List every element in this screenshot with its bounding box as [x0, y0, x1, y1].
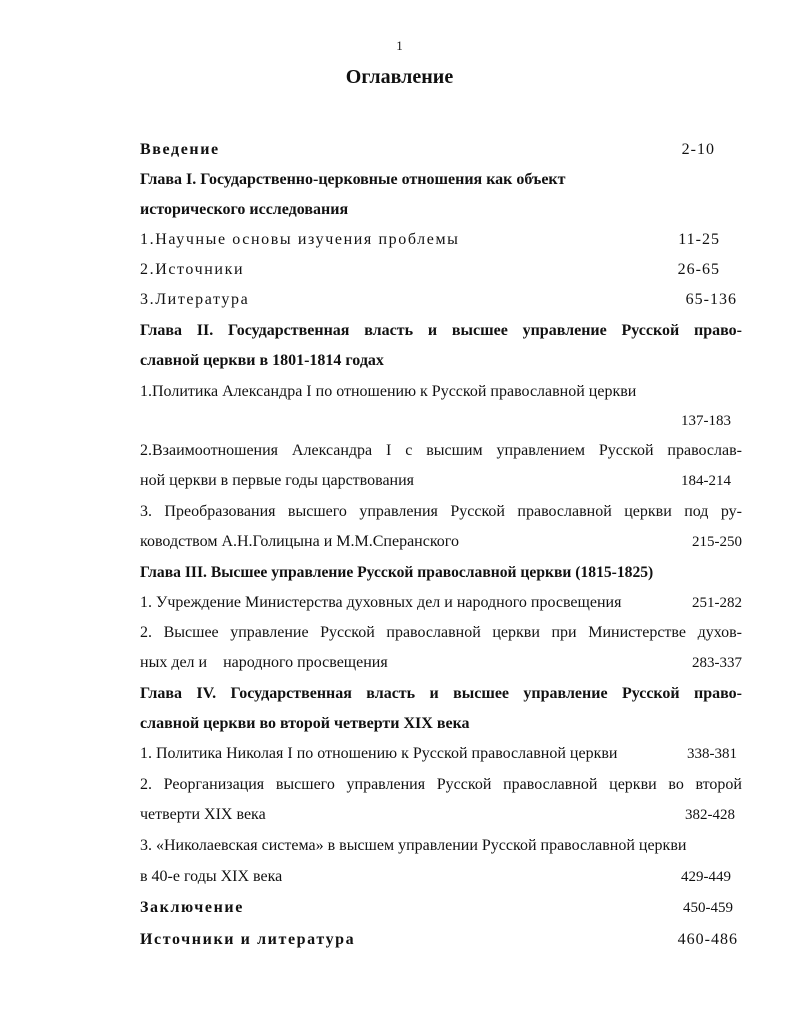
toc-label-cont: ных дел и народного просвещения [140, 654, 388, 671]
chapter-heading: Глава I. Государственно-церковные отношения как объект [140, 171, 566, 188]
page-title: Оглавление [345, 66, 454, 88]
toc-label: Заключение [140, 899, 244, 916]
toc-pages: 450-459 [683, 900, 733, 916]
toc-pages: 460-486 [677, 931, 738, 948]
toc-label: Введение [140, 141, 220, 158]
toc-pages: 251-282 [692, 595, 742, 611]
chapter-heading: Глава IV. Государственная власть и высшее управление Русской право- [140, 685, 742, 702]
chapter-heading: Глава II. Государственная власть и высшее управление Русской право- [140, 322, 742, 339]
toc-pages: 338-381 [687, 746, 737, 762]
toc-label: 1. Учреждение Министерства духовных дел и народного просвещения [140, 594, 622, 611]
toc-pages: 137-183 [681, 413, 731, 429]
chapter-heading-cont: славной церкви в 1801-1814 годах [140, 352, 384, 369]
toc-pages: 26-65 [677, 261, 720, 278]
toc-label: 2.Взаимоотношения Александра I с высшим управлением Русской православ- [140, 442, 742, 459]
toc-label: 2. Реорганизация высшего управления Русской православной церкви во второй [140, 776, 742, 793]
toc-pages: 429-449 [681, 869, 731, 885]
toc-pages: 65-136 [685, 291, 737, 308]
toc-label: 3. Преобразования высшего управления Русской православной церкви под ру- [140, 503, 742, 520]
toc-label-cont: ководством А.Н.Голицына и М.М.Сперанского [140, 533, 459, 550]
chapter-heading: Глава III. Высшее управление Русской православной церкви (1815-1825) [140, 564, 654, 581]
toc-label-cont: четверти XIX века [140, 806, 266, 823]
toc-label: 3.Литература [140, 291, 250, 308]
toc-pages: 283-337 [692, 655, 742, 671]
toc-pages: 215-250 [692, 534, 742, 550]
toc-label-cont: в 40-е годы XIX века [140, 868, 283, 885]
toc-pages: 382-428 [685, 807, 735, 823]
toc-label: 1.Политика Александра I по отношению к Русской православной церкви [140, 383, 637, 400]
toc-label: 2.Источники [140, 261, 245, 278]
toc-pages: 11-25 [678, 231, 720, 248]
toc-label: Источники и литература [140, 931, 356, 948]
chapter-heading-cont: славной церкви во второй четверти XIX века [140, 715, 470, 732]
toc-label: 1. Политика Николая I по отношению к Русской православной церкви [140, 745, 618, 762]
toc-pages: 2-10 [681, 141, 715, 158]
toc-label: 3. «Николаевская система» в высшем управлении Русской православной церкви [140, 837, 687, 854]
toc-label-cont: ной церкви в первые годы царствования [140, 472, 415, 489]
toc-label: 1.Научные основы изучения проблемы [140, 231, 460, 248]
chapter-heading-cont: исторического исследования [140, 201, 349, 218]
page-number: 1 [396, 38, 403, 53]
toc-pages: 184-214 [681, 473, 731, 489]
toc-label: 2. Высшее управление Русской православной церкви при Министерстве духов- [140, 624, 742, 641]
